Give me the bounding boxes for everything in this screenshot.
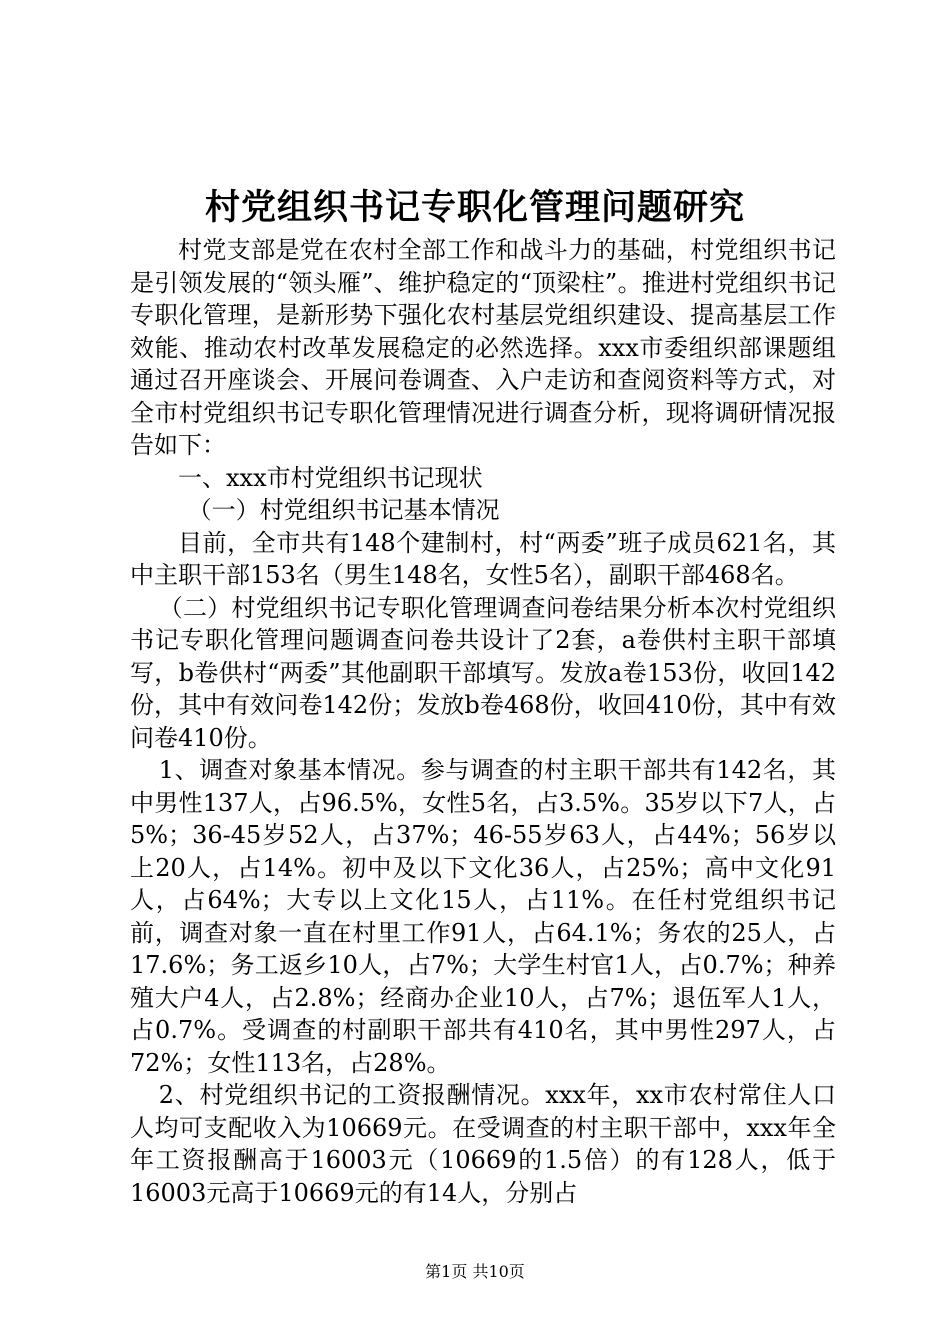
salary-paragraph: 2、村党组织书记的工资报酬情况。xxx年，xx市农村常住人口人均可支配收入为10669元。在受调查的村主职干部中，xxx年全年工资报酬高于16003元（10669的1.5倍）的有128人，低于16003元高于10669元的有14人，分别占: [130, 1081, 836, 1207]
survey-analysis-paragraph: （二）村党组织书记专职化管理调查问卷结果分析本次村党组织书记专职化管理问题调查问卷共设计了2套，a卷供村主职干部填写，b卷供村“两委”其他副职干部填写。发放a卷153份，收回142份，其中有效问卷142份；发放b卷468份，收回410份，其中有效问卷410份。: [130, 593, 836, 752]
page-footer: 第1页 共10页: [425, 1262, 525, 1281]
intro-paragraph: 村党支部是党在农村全部工作和战斗力的基础，村党组织书记是引领发展的“领头雁”、维护稳定的“顶梁柱”。推进村党组织书记专职化管理，是新形势下强化农村基层党组织建设、提高基层工作效能、推动农村改革发展稳定的必然选择。xxx市委组织部课题组通过召开座谈会、开展问卷调查、入户走访和查阅资料等方式，对全市村党组织书记专职化管理情况进行调查分析，现将调研情况报告如下：: [130, 236, 836, 459]
document-title: 村党组织书记专职化管理问题研究: [204, 187, 745, 228]
survey-subjects-paragraph: 1、调查对象基本情况。参与调查的村主职干部共有142名，其中男性137人，占96.5%，女性5名，占3.5%。35岁以下7人，占5%；36-45岁52人，占37%；46-55岁63人，占44%；56岁以上20人，占14%。初中及以下文化36人，占25%；高中文化91人，占64%；大专以上文化15人，占11%。在任村党组织书记前，调查对象一直在村里工作91人，占64.1%；务农的25人，占17.6%；务工返乡10人，占7%；大学生村官1人，占0.7%；种养殖大户4人，占2.8%；经商办企业10人，占7%；退伍军人1人，占0.7%。受调查的村副职干部共有410名，其中男性297人，占72%；女性113名，占28%。: [130, 756, 836, 1077]
section-heading-1: 一、xxx市村党组织书记现状: [178, 463, 483, 492]
subsection-heading-1: （一）村党组织书记基本情况: [187, 496, 500, 524]
basic-info-paragraph: 目前，全市共有148个建制村，村“两委”班子成员621名，其中主职干部153名（男生148名，女性5名），副职干部468名。: [130, 528, 836, 589]
document-body: [130, 234, 836, 1209]
